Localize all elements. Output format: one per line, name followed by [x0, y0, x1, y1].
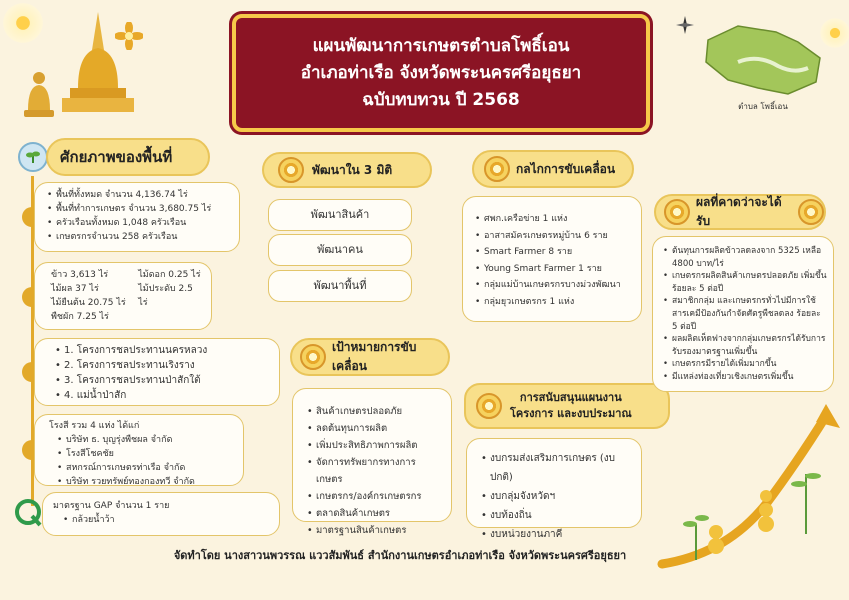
potential-heading [46, 138, 210, 176]
target-item: • ลดต้นทุนการผลิต [307, 420, 441, 437]
mechanism-heading-text: กลไกการขับเคลื่อน [516, 161, 616, 176]
potential-heading-text: ศักยภาพของพื้นที่ [60, 148, 173, 166]
expected-box [652, 236, 834, 392]
mechanism-item: • Smart Farmer 8 ราย [475, 244, 633, 261]
area-item: • ครัวเรือนทั้งหมด 1,048 ครัวเรือน [47, 216, 229, 230]
expected-heading-text: ผลที่คาดว่าจะได้รับ [696, 195, 782, 228]
title-line1: แผนพัฒนาการเกษตรตำบลโพธิ์เอน [312, 35, 570, 56]
targets-heading [290, 338, 450, 376]
expected-item: • ผลผลิตเห็ดฟางจากกลุ่มเกษตรกรได้รับการรับรองมาตรฐานเพิ่มขึ้น [663, 333, 827, 358]
target-item: • เพิ่มประสิทธิภาพการผลิต [307, 437, 441, 454]
mechanism-item: • Young Smart Farmer 1 ราย [475, 261, 633, 278]
gap-title: มาตรฐาน GAP จำนวน 1 ราย [53, 501, 170, 511]
title-line3: ฉบับทบทวน ปี 2568 [362, 89, 520, 110]
mechanism-item: • กลุ่มยุวเกษตรกร 1 แห่ง [475, 294, 633, 311]
target-item: • เกษตรกร/องค์กรเกษตรกร [307, 488, 441, 505]
lotus-flower-icon [115, 22, 143, 50]
target-item: • มาตรฐานสินค้าเกษตร [307, 522, 441, 539]
mill-item: • บริษัท ธ. บุญรุ่งพืชผล จำกัด [57, 433, 235, 447]
mechanism-item: • กลุ่มแม่บ้านเกษตรกรบางม่วงพัฒนา [475, 277, 633, 294]
support-flower-icon [476, 393, 502, 419]
expected-item: • เกษตรกรมีรายได้เพิ่มมากขึ้น [663, 358, 827, 371]
area-item: • พื้นที่ทำการเกษตร จำนวน 3,680.75 ไร่ [47, 202, 229, 216]
mill-item: • สหกรณ์การเกษตรท่าเรือ จำกัด [57, 461, 235, 475]
targets-flower-icon [300, 344, 326, 370]
q-gap-logo-icon [12, 496, 44, 528]
develop-heading [262, 152, 432, 188]
target-item: • จัดการทรัพยากรทางการเกษตร [307, 454, 441, 488]
irrigation-item: • 2. โครงการชลประทานเริงราง [55, 358, 269, 373]
map-label: ตำบล โพธิ์เอน [738, 102, 788, 111]
expected-flower-right-icon [798, 199, 824, 225]
crop-item: ไม้ดอก 0.25 ไร่ [138, 270, 201, 280]
expected-item: • ต้นทุนการผลิตข้าวลดลงจาก 5325 เหลือ 4800 บาท/ไร่ [663, 245, 827, 270]
rice-mills-box [34, 414, 244, 486]
support-heading [464, 383, 670, 429]
corner-flower-icon [0, 0, 46, 46]
corner-flower-right-icon [818, 16, 849, 50]
expected-item: • เกษตรกรผลิตสินค้าเกษตรปลอดภัย เพิ่มขึ้น ร้อยละ 5 ต่อปี [663, 270, 827, 295]
area-item: • เกษตรกรจำนวน 258 ครัวเรือน [47, 230, 229, 244]
target-item: • ตลาดสินค้าเกษตร [307, 505, 441, 522]
crop-item: ไม้ประดับ 2.5 ไร่ [138, 284, 193, 308]
irrigation-item: • 3. โครงการชลประทานป่าสักใต้ [55, 373, 269, 388]
mill-item: • บริษัท รวยทรัพย์ทองกองทวี จำกัด [57, 475, 235, 489]
support-item: • งบหน่วยงานภาคี [481, 525, 633, 544]
expected-item: • สมาชิกกลุ่ม และเกษตรกรทั่วไปมีการใช้สารเคมีป้องกันกำจัดศัตรูพืชลดลง ร้อยละ 5 ต่อปี [663, 295, 827, 333]
develop-item-area: พัฒนาพื้นที่ [268, 270, 412, 302]
gap-item: • กล้วยน้ำว้า [63, 513, 269, 527]
support-item: • งบท้องถิ่น [481, 506, 633, 525]
targets-heading-text: เป้าหมายการขับเคลื่อน [332, 340, 417, 373]
develop-heading-text: พัฒนาใน 3 มิติ [312, 162, 393, 177]
develop-item-people: พัฒนาคน [268, 234, 412, 266]
develop-flower-icon [278, 157, 304, 183]
area-item: • พื้นที่ทั้งหมด จำนวน 4,136.74 ไร่ [47, 188, 229, 202]
footer-credit: จัดทำโดย นางสาวนพวรรณ แววสัมพันธ์ สำนักงานเกษตรอำเภอท่าเรือ จังหวัดพระนครศรีอยุธยา [173, 549, 627, 562]
irrigation-item: • 1. โครงการชลประทานนครหลวง [55, 343, 269, 358]
crop-item: ไม้ยืนต้น 20.75 ไร่ [51, 298, 126, 308]
develop-item-product: พัฒนาสินค้า [268, 199, 412, 231]
expected-heading [654, 194, 826, 230]
mechanism-item: • ศพก.เครือข่าย 1 แห่ง [475, 211, 633, 228]
growth-arrow-icon [656, 404, 846, 574]
crop-item: พืชผัก 7.25 ไร่ [51, 312, 109, 322]
buddha-icon [22, 70, 56, 118]
targets-box [292, 388, 452, 536]
expected-flower-left-icon [664, 199, 690, 225]
mechanism-item: • อาสาสมัครเกษตรหมู่บ้าน 6 ราย [475, 228, 633, 245]
expected-item: • มีแหล่งท่องเที่ยวเชิงเกษตรเพิ่มขึ้น [663, 371, 827, 384]
title-line2: อำเภอท่าเรือ จังหวัดพระนครศรีอยุธยา [300, 62, 582, 83]
title-banner [232, 14, 650, 132]
irrigation-item: • 4. แม่น้ำป่าสัก [55, 388, 269, 403]
mechanism-heading [472, 150, 634, 188]
mill-item: • โรงสีโชคชัย [57, 447, 235, 461]
crop-item: ไม้ผล 37 ไร่ [51, 284, 99, 294]
support-box [466, 438, 642, 540]
support-item: • งบกรมส่งเสริมการเกษตร (งบปกติ) [481, 449, 633, 487]
gap-standard-box [42, 492, 280, 536]
crops-box [34, 262, 212, 330]
potential-icon [18, 142, 48, 172]
crop-item: ข้าว 3,613 ไร่ [51, 270, 109, 280]
mechanism-flower-icon [484, 156, 510, 182]
target-item: • สินค้าเกษตรปลอดภัย [307, 403, 441, 420]
support-heading-line1: การสนับสนุนแผนงาน [519, 391, 622, 404]
support-heading-line2: โครงการ และงบประมาณ [510, 407, 632, 420]
mills-title: โรงสี รวม 4 แห่ง ได้แก่ [49, 421, 140, 431]
area-box [34, 182, 240, 252]
district-map [698, 22, 828, 100]
irrigation-projects-box [34, 338, 280, 406]
compass-icon [676, 16, 694, 34]
mechanism-box [462, 196, 642, 322]
support-item: • งบกลุ่มจังหวัดฯ [481, 487, 633, 506]
